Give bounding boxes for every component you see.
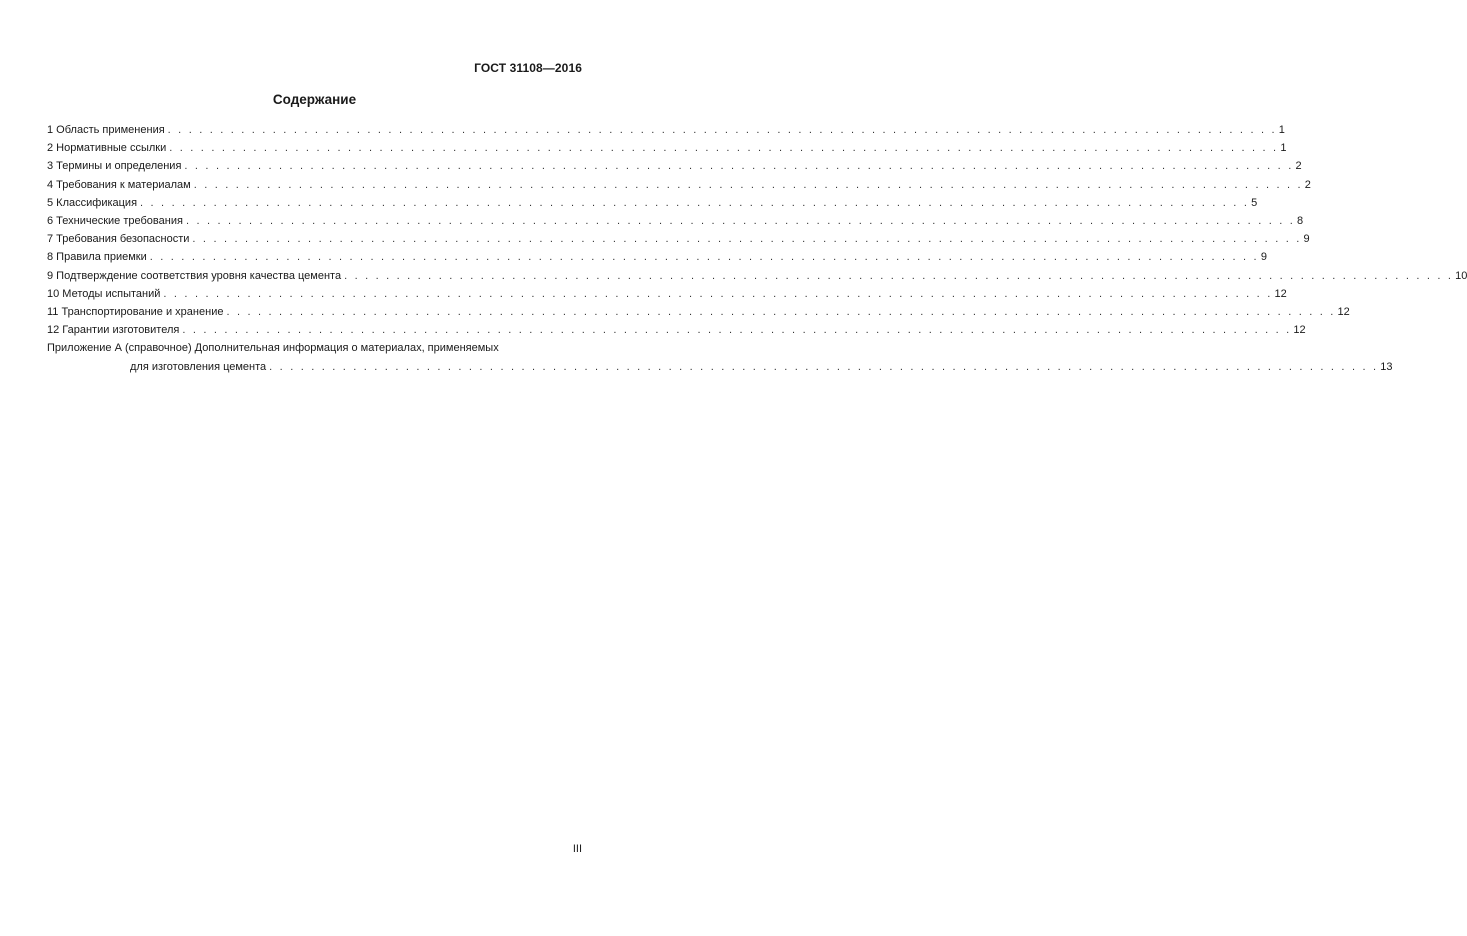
toc-entry-label: 6 Технические требования: [47, 215, 183, 228]
toc-entry-appendix-a[interactable]: [47, 339, 1393, 375]
table-of-contents: [47, 121, 1467, 376]
toc-leader-dots: . . . . . . . . . . . . . . . . . . . . . . . . . . . . . . . . . . . . . . . . . . . . . . . . . . . . . . . . . . . . . . . . . . . . . . . . . . . . . . . . . . . . . . . . . . . . . . . . . . . . . . . . . .: [184, 160, 1294, 173]
toc-leader-dots: . . . . . . . . . . . . . . . . . . . . . . . . . . . . . . . . . . . . . . . . . . . . . . . . . . . . . . . . . . . . . . . . . . . . . . . . . . . . . . . . . . . . . . . . . . . . . . . . . . . . . . . . . .: [192, 233, 1302, 246]
toc-leader-dots: . . . . . . . . . . . . . . . . . . . . . . . . . . . . . . . . . . . . . . . . . . . . . . . . . . . . . . . . . . . . . . . . . . . . . . . . . . . . . . . . . . . . . . . . . . . . . . . . . . . . . . . . . .: [140, 196, 1250, 209]
toc-appendix-title-line2-row: [47, 358, 1393, 376]
toc-entry-11[interactable]: [47, 303, 1350, 321]
toc-entry-10[interactable]: [47, 285, 1287, 303]
toc-leader-dots: . . . . . . . . . . . . . . . . . . . . . . . . . . . . . . . . . . . . . . . . . . . . . . . . . . . . . . . . . . . . . . . . . . . . . . . . . . . . . . . . . . . . . . . . . . . . . . . . . . . . . . . . . .: [163, 287, 1273, 300]
toc-entry-label: 3 Термины и определения: [47, 160, 182, 173]
toc-entry-6[interactable]: [47, 212, 1304, 230]
toc-entry-page: 2: [1295, 160, 1302, 173]
toc-entry-4[interactable]: [47, 176, 1311, 194]
toc-entry-page: 9: [1260, 251, 1267, 264]
toc-entry-5[interactable]: [47, 194, 1258, 212]
toc-leader-dots: . . . . . . . . . . . . . . . . . . . . . . . . . . . . . . . . . . . . . . . . . . . . . . . . . . . . . . . . . . . . . . . . . . . . . . . . . . . . . . . . . . . . . . . . . . . . . . . . . . . . . . . . . .: [269, 360, 1379, 373]
page-number: III: [572, 843, 582, 855]
toc-entry-label: 4 Требования к материалам: [47, 178, 191, 191]
toc-entry-label: 7 Требования безопасности: [47, 233, 190, 246]
toc-entry-2[interactable]: [47, 139, 1287, 157]
toc-entry-12[interactable]: [47, 321, 1306, 339]
toc-entry-page: 5: [1251, 196, 1258, 209]
toc-entry-8[interactable]: [47, 248, 1267, 266]
toc-entry-page: 10: [1455, 269, 1467, 282]
toc-leader-dots: . . . . . . . . . . . . . . . . . . . . . . . . . . . . . . . . . . . . . . . . . . . . . . . . . . . . . . . . . . . . . . . . . . . . . . . . . . . . . . . . . . . . . . . . . . . . . . . . . . . . . . . . . .: [226, 306, 1336, 319]
toc-entry-label: 10 Методы испытаний: [47, 287, 161, 300]
toc-entry-page: 13: [1380, 360, 1393, 373]
toc-leader-dots: . . . . . . . . . . . . . . . . . . . . . . . . . . . . . . . . . . . . . . . . . . . . . . . . . . . . . . . . . . . . . . . . . . . . . . . . . . . . . . . . . . . . . . . . . . . . . . . . . . . . . . . . . .: [182, 324, 1292, 337]
toc-entry-page: 1: [1280, 142, 1287, 155]
toc-entry-page: 8: [1297, 215, 1304, 228]
toc-leader-dots: . . . . . . . . . . . . . . . . . . . . . . . . . . . . . . . . . . . . . . . . . . . . . . . . . . . . . . . . . . . . . . . . . . . . . . . . . . . . . . . . . . . . . . . . . . . . . . . . . . . . . . . . . .: [167, 124, 1277, 136]
toc-leader-dots: . . . . . . . . . . . . . . . . . . . . . . . . . . . . . . . . . . . . . . . . . . . . . . . . . . . . . . . . . . . . . . . . . . . . . . . . . . . . . . . . . . . . . . . . . . . . . . . . . . . . . . . . . .: [169, 142, 1279, 155]
toc-title: Содержание: [272, 92, 357, 107]
toc-entry-7[interactable]: [47, 230, 1310, 248]
toc-leader-dots: . . . . . . . . . . . . . . . . . . . . . . . . . . . . . . . . . . . . . . . . . . . . . . . . . . . . . . . . . . . . . . . . . . . . . . . . . . . . . . . . . . . . . . . . . . . . . . . . . . . . . . . . . .: [344, 269, 1454, 282]
toc-entry-9[interactable]: [47, 267, 1467, 285]
toc-entry-label: 5 Классификация: [47, 196, 138, 209]
toc-leader-dots: . . . . . . . . . . . . . . . . . . . . . . . . . . . . . . . . . . . . . . . . . . . . . . . . . . . . . . . . . . . . . . . . . . . . . . . . . . . . . . . . . . . . . . . . . . . . . . . . . . . . . . . . . .: [193, 178, 1303, 191]
toc-entry-page: 1: [1278, 124, 1285, 136]
toc-entry-label: 12 Гарантии изготовителя: [47, 324, 180, 337]
toc-entry-page: 9: [1303, 233, 1310, 246]
toc-appendix-title-line2: для изготовления цемента: [130, 360, 267, 373]
toc-appendix-title-line1: Приложение А (справочное) Дополнительная информация о материалах, применяемых: [47, 342, 499, 355]
toc-entry-label: 2 Нормативные ссылки: [47, 142, 167, 155]
toc-entry-3[interactable]: [47, 157, 1302, 175]
toc-entry-label: 8 Правила приемки: [47, 251, 147, 264]
toc-leader-dots: . . . . . . . . . . . . . . . . . . . . . . . . . . . . . . . . . . . . . . . . . . . . . . . . . . . . . . . . . . . . . . . . . . . . . . . . . . . . . . . . . . . . . . . . . . . . . . . . . . . . . . . . . .: [185, 215, 1295, 228]
toc-entry-label: 11 Транспортирование и хранение: [47, 306, 224, 319]
toc-entry-1[interactable]: [47, 121, 1285, 139]
toc-entry-page: 12: [1274, 287, 1287, 300]
toc-leader-dots: . . . . . . . . . . . . . . . . . . . . . . . . . . . . . . . . . . . . . . . . . . . . . . . . . . . . . . . . . . . . . . . . . . . . . . . . . . . . . . . . . . . . . . . . . . . . . . . . . . . . . . . . . .: [149, 251, 1259, 264]
toc-entry-page: 12: [1293, 324, 1306, 337]
toc-entry-page: 2: [1304, 178, 1311, 191]
toc-entry-label: 9 Подтверждение соответствия уровня качества цемента: [47, 269, 342, 282]
toc-entry-label: 1 Область применения: [47, 124, 165, 136]
document-code: ГОСТ 31108—2016: [474, 61, 582, 75]
toc-entry-page: 12: [1337, 306, 1350, 319]
